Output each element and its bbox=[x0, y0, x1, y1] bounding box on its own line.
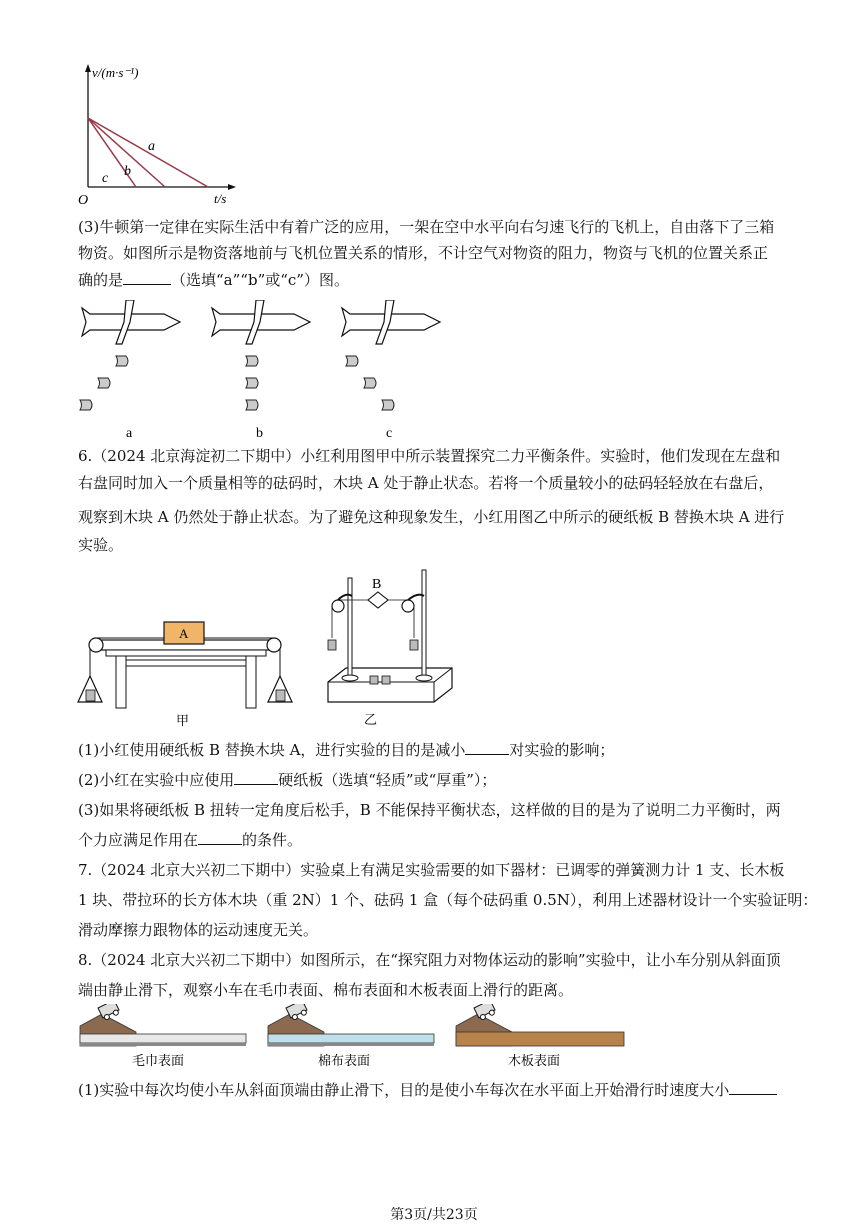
q8-line1: 8.（2024 北京大兴初二下期中）如图所示，在“探究阻力对物体运动的影响”实验中，让小车分别从斜面顶 bbox=[78, 951, 781, 969]
line-label-c: c bbox=[102, 171, 109, 186]
q6-sub3-tail: 的条件。 bbox=[242, 831, 303, 849]
q5-part3-line3-tail: （选填“a”“b”或“c”）图。 bbox=[171, 271, 349, 289]
answer-blank[interactable] bbox=[123, 270, 171, 285]
q7-line2: 1 块、带拉环的长方体木块（重 2N）1 个、砝码 1 盒（每个砝码重 0.5N），利用上述器材设计一个实验证明： bbox=[78, 891, 818, 909]
y-axis-label: v/(m·s⁻¹) bbox=[92, 65, 139, 80]
q6-sub1 bbox=[78, 740, 614, 760]
airplane-diagrams bbox=[70, 300, 450, 445]
q7-line3: 滑动摩擦力跟物体的运动速度无关。 bbox=[78, 921, 319, 939]
q5-part3-line1: (3)牛顿第一定律在实际生活中有着广泛的应用，一架在空中水平向右匀速飞行的飞机上，自由落下了三箱 bbox=[78, 218, 775, 236]
q6-sub2-head: (2)小红在实验中应使用 bbox=[78, 771, 235, 789]
origin-label: O bbox=[78, 193, 89, 208]
line-label-b: b bbox=[124, 164, 131, 179]
q5-part3-line3-head: 确的是 bbox=[78, 271, 124, 289]
q5-part3-line2: 物资。如图所示是物资落地前与飞机位置关系的情形，不计空气对物资的阻力，物资与飞机的位置关系正 bbox=[78, 244, 769, 262]
x-axis-label: t/s bbox=[214, 191, 227, 206]
diagram-label-b: b bbox=[256, 426, 263, 441]
apparatus-yi bbox=[318, 564, 458, 730]
surface-diagrams bbox=[76, 1004, 636, 1070]
diagram-label-a: a bbox=[126, 426, 133, 441]
q6-line3: 观察到木块 A 仍然处于静止状态。为了避免这种现象发生，小红用图乙中所示的硬纸板 B 替换木块 A 进行 bbox=[78, 508, 785, 526]
answer-blank[interactable] bbox=[234, 770, 278, 785]
q6-sub3-line1: (3)如果将硬纸板 B 扭转一定角度后松手，B 不能保持平衡状态，这样做的目的是为了说明二力平衡时，两 bbox=[78, 801, 781, 819]
q6-sub3-line2 bbox=[78, 830, 302, 850]
q5-part3-line3 bbox=[78, 270, 349, 290]
answer-blank[interactable] bbox=[729, 1080, 777, 1095]
surface-label-wood: 木板表面 bbox=[508, 1053, 561, 1068]
board-b-label: B bbox=[372, 577, 382, 592]
surface-label-cotton: 棉布表面 bbox=[318, 1053, 371, 1068]
fig-yi-label: 乙 bbox=[364, 712, 378, 727]
vt-graph bbox=[70, 62, 250, 212]
q6-sub2 bbox=[78, 770, 496, 790]
fig-jia-label: 甲 bbox=[176, 713, 190, 728]
line-label-a: a bbox=[148, 139, 155, 154]
block-a-label: A bbox=[179, 626, 189, 641]
answer-blank[interactable] bbox=[198, 830, 242, 845]
q8-line2: 端由静止滑下，观察小车在毛巾表面、棉布表面和木板表面上滑行的距离。 bbox=[78, 981, 574, 999]
q7-line1: 7.（2024 北京大兴初二下期中）实验桌上有满足实验需要的如下器材：已调零的弹簧测力计 1 支、长木板 bbox=[78, 861, 785, 879]
answer-blank[interactable] bbox=[465, 740, 509, 755]
page-footer: 第3页/共23页 bbox=[390, 1207, 478, 1223]
diagram-label-c: c bbox=[386, 426, 393, 441]
q8-sub1-head: (1)实验中每次均使小车从斜面顶端由静止滑下，目的是使小车每次在水平面上开始滑行时速度大小 bbox=[78, 1081, 730, 1099]
q6-line2: 右盘同时加入一个质量相等的砝码时，木块 A 处于静止状态。若将一个质量较小的砝码轻轻放在右盘后， bbox=[78, 474, 774, 492]
apparatus-jia bbox=[76, 618, 296, 730]
q8-sub1 bbox=[78, 1080, 777, 1100]
q6-sub1-head: (1)小红使用硬纸板 B 替换木块 A，进行实验的目的是减小 bbox=[78, 741, 466, 759]
q6-line1: 6.（2024 北京海淀初二下期中）小红利用图甲中所示装置探究二力平衡条件。实验时，他们发现在左盘和 bbox=[78, 447, 781, 465]
surface-label-towel: 毛巾表面 bbox=[132, 1053, 185, 1068]
q6-sub1-tail: 对实验的影响； bbox=[509, 741, 615, 759]
q6-line4: 实验。 bbox=[78, 536, 124, 554]
q6-sub3-head: 个力应满足作用在 bbox=[78, 831, 199, 849]
q6-sub2-tail: 硬纸板（选填“轻质”或“厚重”）； bbox=[278, 771, 497, 789]
